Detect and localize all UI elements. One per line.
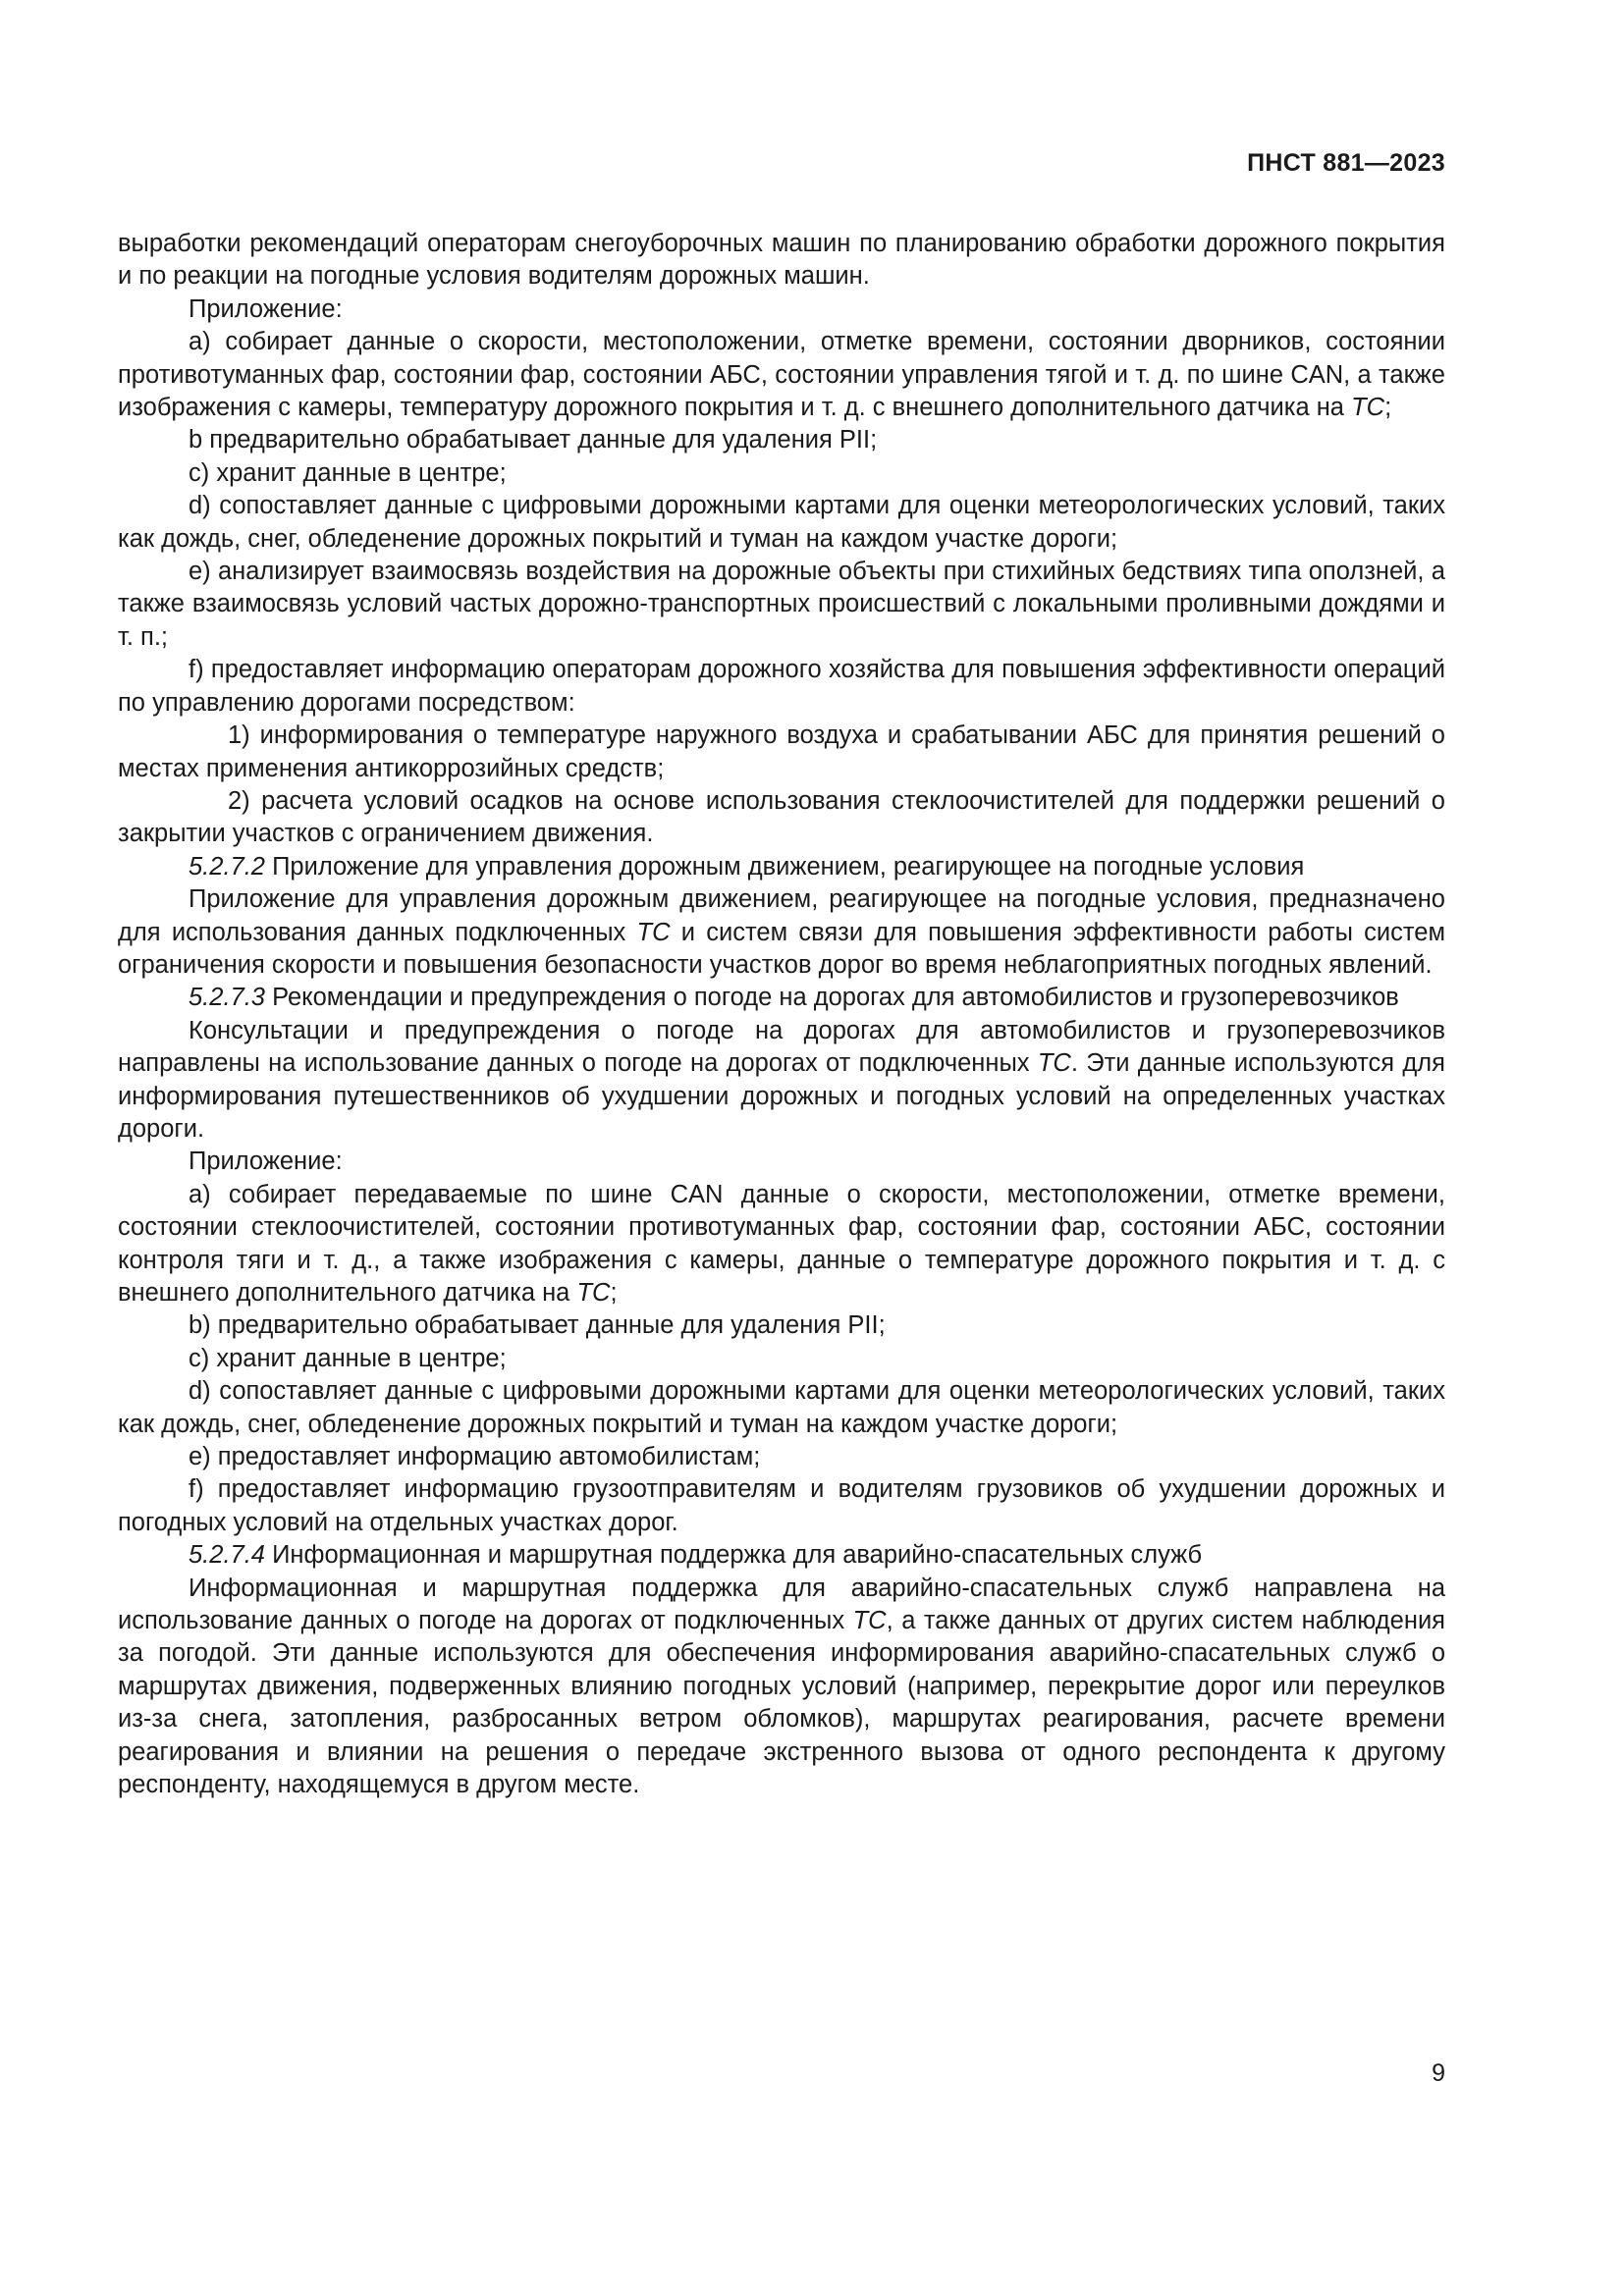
sub-list-item: 1) информирования о температуре наружного воздуха и срабатывании АБС для принятия решений о местах применения антикоррозийных средств; — [118, 721, 1445, 782]
section-number: 5.2.7.4 — [189, 1541, 265, 1570]
list-item: e) предоставляет информацию автомобилистам; — [189, 1443, 761, 1471]
list-item: f) предоставляет информацию грузоотправителям и водителям грузовиков об ухудшении дорожных и погодных условий на отдельных участках дорог. — [118, 1475, 1445, 1536]
list-item: e) анализирует взаимосвязь воздействия на дорожные объекты при стихийных бедствиях типа оползней, а также взаимосвязь условий частых дорожно-транспортных происшествий с локальными проливными дождями и т. п.; — [118, 558, 1445, 651]
section-number: 5.2.7.2 — [189, 852, 265, 881]
sub-list-item: 2) расчета условий осадков на основе использования стеклоочистителей для поддержки решений о закрытии участков с ограничением движения. — [118, 786, 1445, 848]
paragraph: Консультации и предупреждения о погоде на дорогах для автомобилистов и грузоперевозчиков направлены на использование данных о погоде на дорогах от подключенных ТС. Эти данные используются для информирования путешественников об ухудшении дорожных и погодных условий на определенных участках дороги. — [118, 1016, 1445, 1143]
section-heading: 5.2.7.4 Информационная и маршрутная поддержка для аварийно-спасательных служб — [189, 1541, 1203, 1570]
section-number: 5.2.7.3 — [189, 984, 265, 1012]
paragraph: выработки рекомендаций операторам снегоуборочных машин по планированию обработки дорожного покрытия и по реакции на погодные условия водителям дорожных машин. — [118, 230, 1445, 291]
list-item: b предварительно обрабатывает данные для удаления PII; — [189, 426, 878, 454]
section-heading: 5.2.7.3 Рекомендации и предупреждения о погоде на дорогах для автомобилистов и грузоперевозчиков — [189, 984, 1399, 1012]
paragraph: Приложение: — [189, 1148, 343, 1176]
list-item: b) предварительно обрабатывает данные для удаления PII; — [189, 1311, 886, 1340]
list-item: а) собирает данные о скорости, местоположении, отметке времени, состоянии дворников, состоянии противотуманных фар, состоянии фар, состоянии АБС, состоянии управления тягой и т. д. по шине CAN, а также изображения с камеры, температуру дорожного покрытия и т. д. с внешнего дополнительного датчика на ТС; — [118, 328, 1445, 422]
page-number: 9 — [1432, 2059, 1445, 2087]
list-item: c) хранит данные в центре; — [189, 1344, 507, 1372]
document-number: ПНСТ 881—2023 — [1247, 149, 1445, 177]
list-item: f) предоставляет информацию операторам дорожного хозяйства для повышения эффективности операций по управлению дорогами посредством: — [118, 656, 1445, 717]
paragraph: Информационная и маршрутная поддержка для аварийно-спасательных служб направлена на использование данных о погоде на дорогах от подключенных ТС, а также данных от других систем наблюдения за погодой. Эти данные используются для обеспечения информирования аварийно-спасательных служб о маршрутах движения, подверженных влиянию погодных условий (например, перекрытие дорог или переулков из-за снега, затопления, разбросанных ветром обломков), маршрутах реагирования, расчете времени реагирования и влиянии на решения о передаче экстренного вызова от одного респондента к другому респонденту, находящемуся в другом месте. — [118, 1574, 1445, 1799]
section-heading: 5.2.7.2 Приложение для управления дорожным движением, реагирующее на погодные условия — [189, 852, 1305, 881]
list-item: d) сопоставляет данные с цифровыми дорожными картами для оценки метеорологических условий, таких как дождь, снег, обледенение дорожных покрытий и туман на каждом участке дороги; — [118, 492, 1445, 553]
list-item: а) собирает передаваемые по шине CAN данные о скорости, местоположении, отметке времени, состоянии стеклоочистителей, состоянии противотуманных фар, состоянии фар, состоянии АБС, состоянии контроля тяги и т. д., а также изображения с камеры, данные о температуре дорожного покрытия и т. д. с внешнего дополнительного датчика на ТС; — [118, 1180, 1445, 1307]
list-item: c) хранит данные в центре; — [189, 458, 507, 487]
paragraph: Приложение: — [189, 294, 343, 323]
paragraph: Приложение для управления дорожным движением, реагирующее на погодные условия, предназначено для использования данных подключенных ТС и систем связи для повышения эффективности работы систем ограничения скорости и повышения безопасности участков дорог во время неблагоприятных погодных явлений. — [118, 885, 1445, 979]
list-item: d) сопоставляет данные с цифровыми дорожными картами для оценки метеорологических условий, таких как дождь, снег, обледенение дорожных покрытий и туман на каждом участке дороги; — [118, 1377, 1445, 1438]
document-body — [118, 228, 1445, 1802]
